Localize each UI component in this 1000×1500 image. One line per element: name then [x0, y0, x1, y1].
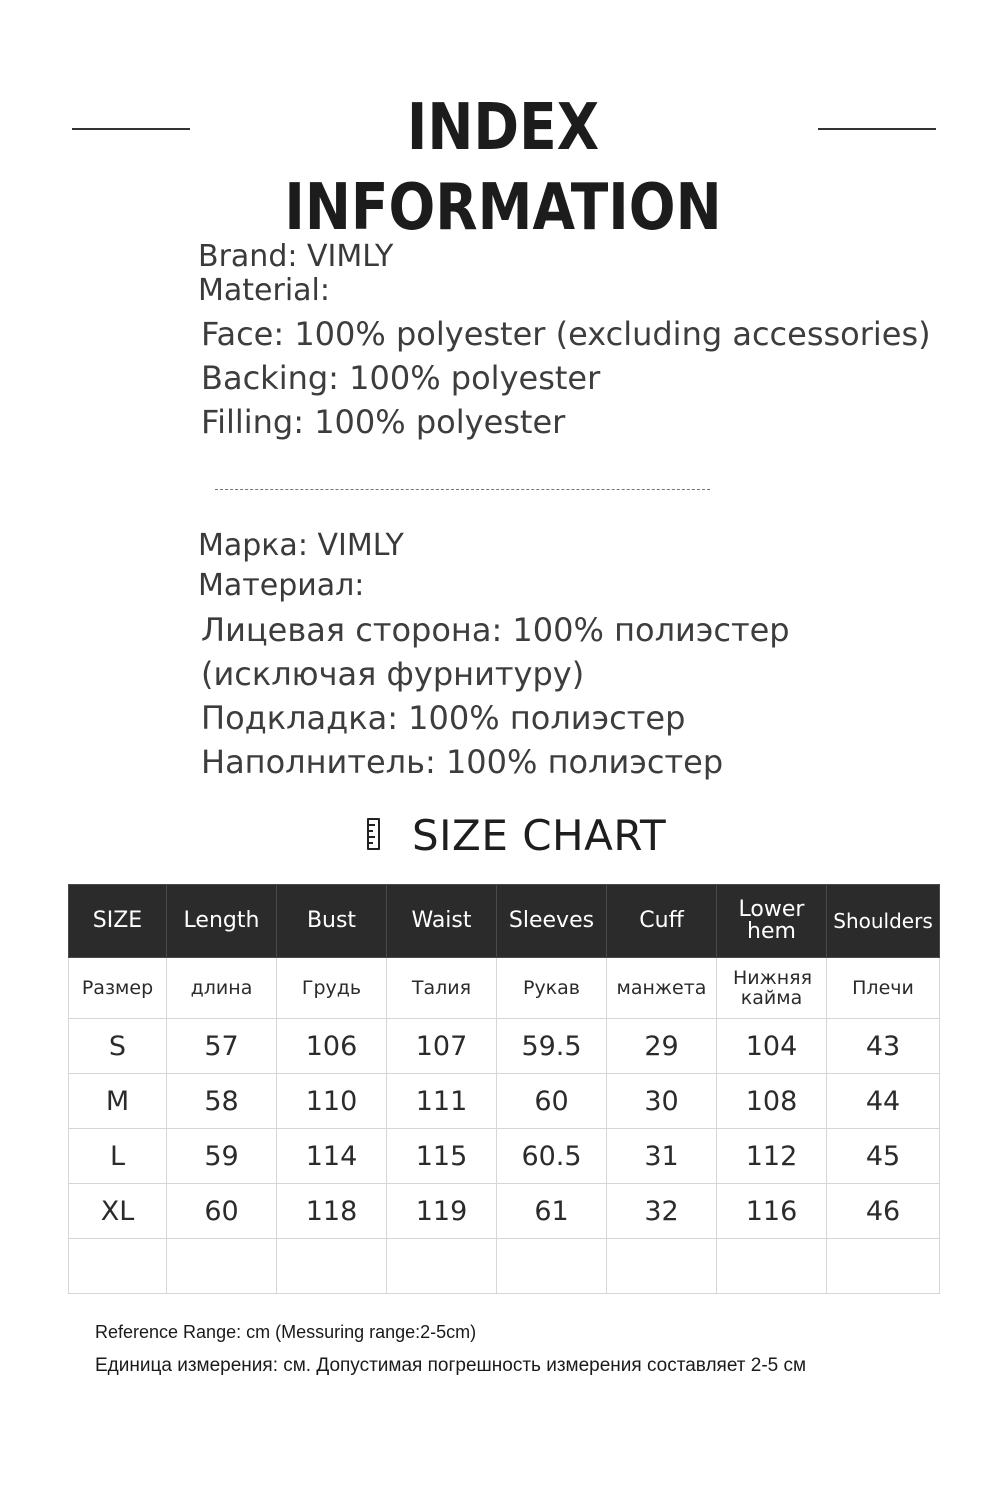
empty-cell — [277, 1239, 387, 1294]
brand-label: Brand: VIMLY — [198, 239, 394, 274]
empty-cell — [717, 1239, 827, 1294]
table-cell: L — [69, 1129, 167, 1184]
ru-header-cell: манжета — [607, 958, 717, 1019]
table-cell: 58 — [167, 1074, 277, 1129]
table-cell: 114 — [277, 1129, 387, 1184]
table-cell: 118 — [277, 1184, 387, 1239]
reference-note-ru: Единица измерения: см. Допустимая погрешность измерения составляет 2-5 см — [95, 1355, 807, 1376]
material-line-ru: Лицевая сторона: 100% полиэстер — [201, 611, 790, 649]
material-line: Filling: 100% polyester — [201, 403, 566, 441]
table-cell: S — [69, 1019, 167, 1074]
table-cell: 112 — [717, 1129, 827, 1184]
table-row — [69, 1074, 940, 1129]
material-label-ru: Материал: — [198, 568, 365, 603]
title-divider-right — [818, 128, 936, 130]
table-cell: XL — [69, 1184, 167, 1239]
empty-cell — [69, 1239, 167, 1294]
header-cuff: Cuff — [607, 885, 717, 958]
table-cell: 107 — [387, 1019, 497, 1074]
table-row — [69, 1019, 940, 1074]
table-cell: 111 — [387, 1074, 497, 1129]
info-russian — [198, 526, 790, 784]
table-cell: 29 — [607, 1019, 717, 1074]
table-cell: 57 — [167, 1019, 277, 1074]
ru-header-cell: Плечи — [827, 958, 940, 1019]
table-cell: 59.5 — [497, 1019, 607, 1074]
table-cell: 46 — [827, 1184, 940, 1239]
table-cell: 116 — [717, 1184, 827, 1239]
table-row-russian-headers — [69, 958, 940, 1019]
size-chart-table — [68, 884, 940, 1294]
table-cell: 43 — [827, 1019, 940, 1074]
info-english — [198, 240, 931, 444]
header-lower-hem: Lower hem — [717, 885, 827, 958]
size-chart-heading — [0, 810, 1000, 862]
ru-header-cell: Грудь — [277, 958, 387, 1019]
material-line-ru: Наполнитель: 100% полиэстер — [201, 743, 724, 781]
reference-note-en: Reference Range: cm (Messuring range:2-5cm) — [95, 1322, 477, 1342]
ru-header-cell: длина — [167, 958, 277, 1019]
page-title: INDEX INFORMATION — [284, 91, 722, 245]
table-cell: M — [69, 1074, 167, 1129]
title-section — [0, 88, 1000, 245]
material-line-ru: (исключая фурнитуру) — [201, 655, 585, 693]
table-cell: 60.5 — [497, 1129, 607, 1184]
ru-header-cell: Рукав — [497, 958, 607, 1019]
table-row-empty — [69, 1239, 940, 1294]
header-waist: Waist — [387, 885, 497, 958]
section-divider — [215, 489, 710, 490]
header-sleeves: Sleeves — [497, 885, 607, 958]
material-line-ru: Подкладка: 100% полиэстер — [201, 699, 686, 737]
empty-cell — [167, 1239, 277, 1294]
table-cell: 108 — [717, 1074, 827, 1129]
material-line: Backing: 100% polyester — [201, 359, 601, 397]
table-cell: 59 — [167, 1129, 277, 1184]
table-cell: 60 — [167, 1184, 277, 1239]
table-cell: 61 — [497, 1184, 607, 1239]
empty-cell — [607, 1239, 717, 1294]
table-cell: 45 — [827, 1129, 940, 1184]
table-cell: 60 — [497, 1074, 607, 1129]
size-chart-title: SIZE CHART — [412, 811, 667, 860]
title-divider-left — [72, 128, 190, 130]
table-cell: 106 — [277, 1019, 387, 1074]
ru-header-cell: Нижняя кайма — [717, 958, 827, 1019]
brand-label-ru: Марка: VIMLY — [198, 528, 404, 563]
table-cell: 110 — [277, 1074, 387, 1129]
ruler-icon — [367, 818, 380, 850]
table-row — [69, 1129, 940, 1184]
notes-section — [95, 1318, 806, 1380]
ru-header-cell: Размер — [69, 958, 167, 1019]
material-line: Face: 100% polyester (excluding accessories) — [201, 315, 931, 353]
table-cell: 32 — [607, 1184, 717, 1239]
table-row — [69, 1184, 940, 1239]
table-cell: 104 — [717, 1019, 827, 1074]
empty-cell — [497, 1239, 607, 1294]
table-cell: 30 — [607, 1074, 717, 1129]
empty-cell — [827, 1239, 940, 1294]
table-cell: 44 — [827, 1074, 940, 1129]
table-cell: 119 — [387, 1184, 497, 1239]
material-label: Material: — [198, 273, 330, 308]
table-cell: 31 — [607, 1129, 717, 1184]
header-length: Length — [167, 885, 277, 958]
ru-header-cell: Талия — [387, 958, 497, 1019]
header-bust: Bust — [277, 885, 387, 958]
header-shoulders: Shoulders — [827, 885, 940, 958]
header-size: SIZE — [69, 885, 167, 958]
table-cell: 115 — [387, 1129, 497, 1184]
empty-cell — [387, 1239, 497, 1294]
